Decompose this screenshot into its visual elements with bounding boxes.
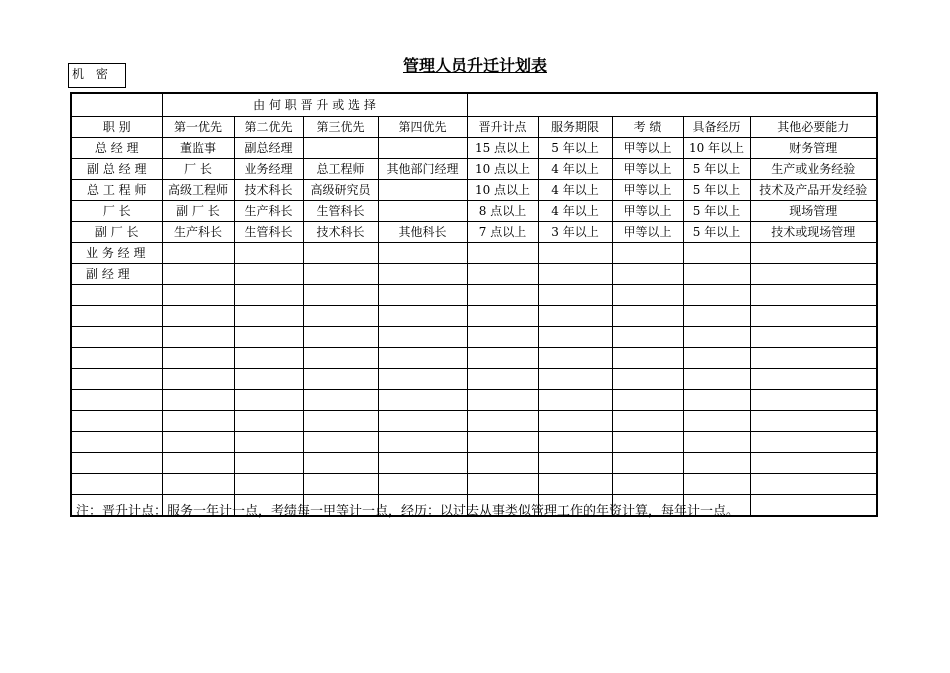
table-cell (378, 327, 467, 348)
table-cell (612, 432, 683, 453)
table-cell: 业务经理 (234, 159, 303, 180)
table-cell (234, 306, 303, 327)
table-cell (162, 474, 234, 495)
table-cell (683, 474, 750, 495)
table-cell (162, 306, 234, 327)
table-row (71, 432, 877, 453)
table-row (71, 369, 877, 390)
table-cell (612, 264, 683, 285)
table-cell (750, 369, 877, 390)
table-cell (234, 264, 303, 285)
table-cell (303, 243, 378, 264)
table-cell (162, 327, 234, 348)
table-cell (683, 264, 750, 285)
table-cell: 副总经理 (234, 138, 303, 159)
table-cell (750, 243, 877, 264)
table-cell (538, 411, 612, 432)
table-cell: 10 点以上 (467, 159, 538, 180)
table-cell (303, 285, 378, 306)
table-cell: 技术或现场管理 (750, 222, 877, 243)
table-cell: 甲等以上 (612, 222, 683, 243)
table-cell (378, 306, 467, 327)
table-cell (71, 474, 162, 495)
table-cell: 厂 长 (162, 159, 234, 180)
table-row (71, 306, 877, 327)
table-cell (538, 453, 612, 474)
table-cell (378, 390, 467, 411)
table-cell: 现场管理 (750, 201, 877, 222)
table-cell (683, 348, 750, 369)
table-cell (612, 327, 683, 348)
table-row (71, 180, 877, 201)
table-cell (538, 306, 612, 327)
table-cell: 5 年以上 (538, 138, 612, 159)
table-cell (683, 390, 750, 411)
table-cell (303, 411, 378, 432)
page-title: 管理人员升迁计划表 (402, 56, 547, 75)
table-cell (683, 327, 750, 348)
table-cell (467, 432, 538, 453)
table-cell (750, 432, 877, 453)
table-cell (683, 285, 750, 306)
table-cell: 生产科长 (162, 222, 234, 243)
table-cell: 甲等以上 (612, 180, 683, 201)
table-cell (234, 348, 303, 369)
table-cell (378, 411, 467, 432)
table-cell: 甲等以上 (612, 138, 683, 159)
table-cell (162, 369, 234, 390)
column-header: 晋升计点 (467, 117, 538, 138)
table-cell: 8 点以上 (467, 201, 538, 222)
table-cell (538, 432, 612, 453)
table-cell (71, 432, 162, 453)
table-cell (683, 243, 750, 264)
table-cell (683, 411, 750, 432)
table-cell: 生产或业务经验 (750, 159, 877, 180)
table-cell (162, 453, 234, 474)
row-position-cell: 总 工 程 师 (71, 180, 162, 201)
table-cell (234, 243, 303, 264)
table-cell (303, 474, 378, 495)
table-cell (71, 411, 162, 432)
row-position-cell: 副 厂 长 (71, 222, 162, 243)
table-cell (612, 411, 683, 432)
header-blank-cell (467, 93, 877, 117)
table-cell: 4 年以上 (538, 180, 612, 201)
column-header: 具备经历 (683, 117, 750, 138)
table-cell (467, 411, 538, 432)
column-header: 第二优先 (234, 117, 303, 138)
table-cell (162, 285, 234, 306)
table-cell (162, 390, 234, 411)
table-cell (538, 264, 612, 285)
table-cell (234, 285, 303, 306)
table-cell (303, 369, 378, 390)
table-cell: 7 点以上 (467, 222, 538, 243)
table-cell (71, 390, 162, 411)
table-cell (612, 306, 683, 327)
table-row (71, 264, 877, 285)
table-row (71, 474, 877, 495)
table-cell (234, 327, 303, 348)
promotion-plan-table (70, 92, 878, 517)
table-cell (303, 306, 378, 327)
table-cell (750, 453, 877, 474)
table-cell (467, 348, 538, 369)
table-cell: 4 年以上 (538, 159, 612, 180)
table-cell: 技术科长 (234, 180, 303, 201)
table-cell (538, 369, 612, 390)
table-cell (234, 369, 303, 390)
confidential-label: 机 密 (68, 63, 126, 88)
table-cell (162, 348, 234, 369)
table-cell: 副 厂 长 (162, 201, 234, 222)
table-row (71, 138, 877, 159)
table-cell (234, 411, 303, 432)
table-cell: 财务管理 (750, 138, 877, 159)
table-cell (234, 474, 303, 495)
table-cell (378, 453, 467, 474)
table-cell: 甲等以上 (612, 201, 683, 222)
column-header: 其他必要能力 (750, 117, 877, 138)
table-cell: 高级工程师 (162, 180, 234, 201)
table-cell (71, 306, 162, 327)
table-cell (378, 285, 467, 306)
table-cell (538, 285, 612, 306)
table-cell: 3 年以上 (538, 222, 612, 243)
table-cell (378, 264, 467, 285)
table-cell: 生管科长 (303, 201, 378, 222)
table-cell (71, 453, 162, 474)
table-cell (467, 369, 538, 390)
table-cell (612, 453, 683, 474)
table-cell (162, 264, 234, 285)
table-cell: 总工程师 (303, 159, 378, 180)
table-cell: 董监事 (162, 138, 234, 159)
table-cell: 5 年以上 (683, 201, 750, 222)
table-cell (612, 390, 683, 411)
table-cell: 10 点以上 (467, 180, 538, 201)
table-cell: 技术科长 (303, 222, 378, 243)
table-row (71, 348, 877, 369)
table-cell: 5 年以上 (683, 180, 750, 201)
header-position: 职 别 (71, 117, 162, 138)
footnote: 注：晋升计点：服务一年计一点，考绩每一甲等计一点，经历：以过去从事类似管理工作的年资计算，每年计一点。 (76, 504, 740, 519)
table-cell (750, 495, 877, 517)
table-cell: 15 点以上 (467, 138, 538, 159)
table-row (71, 222, 877, 243)
table-cell (378, 348, 467, 369)
table-cell (683, 369, 750, 390)
table-cell: 技术及产品开发经验 (750, 180, 877, 201)
table-cell (750, 348, 877, 369)
table-cell (683, 432, 750, 453)
table-row (71, 201, 877, 222)
table-cell (467, 264, 538, 285)
table-cell (378, 432, 467, 453)
row-position-cell: 总 经 理 (71, 138, 162, 159)
table-cell (303, 432, 378, 453)
table-row (71, 453, 877, 474)
table-cell (303, 390, 378, 411)
table-cell (750, 264, 877, 285)
table-row (71, 390, 877, 411)
table-cell (538, 474, 612, 495)
table-cell: 生管科长 (234, 222, 303, 243)
table-cell (378, 201, 467, 222)
table-cell (234, 453, 303, 474)
table-cell (538, 390, 612, 411)
table-row (71, 285, 877, 306)
table-cell (612, 348, 683, 369)
table-cell (683, 306, 750, 327)
table-cell (612, 285, 683, 306)
row-position-cell: 业 务 经 理 (71, 243, 162, 264)
table-cell: 生产科长 (234, 201, 303, 222)
table-cell (467, 243, 538, 264)
table-cell (378, 369, 467, 390)
table-cell (162, 243, 234, 264)
table-cell (538, 348, 612, 369)
table-cell: 高级研究员 (303, 180, 378, 201)
header-row (71, 93, 877, 117)
header-by-position: 由 何 职 晋 升 或 选 择 (162, 93, 467, 117)
table-row (71, 327, 877, 348)
column-header: 考 绩 (612, 117, 683, 138)
table-cell (234, 390, 303, 411)
table-cell (378, 474, 467, 495)
table-cell (303, 264, 378, 285)
table-cell (467, 327, 538, 348)
table-cell (378, 243, 467, 264)
table-cell (538, 327, 612, 348)
column-header: 第三优先 (303, 117, 378, 138)
table-cell (467, 285, 538, 306)
table-cell (750, 327, 877, 348)
table-cell (71, 369, 162, 390)
table-cell (162, 432, 234, 453)
table-cell (162, 411, 234, 432)
table-cell (378, 180, 467, 201)
table-cell (467, 453, 538, 474)
table-cell (750, 390, 877, 411)
table-cell: 甲等以上 (612, 159, 683, 180)
table-row (71, 159, 877, 180)
column-header: 服务期限 (538, 117, 612, 138)
table-cell (683, 453, 750, 474)
table-cell (612, 243, 683, 264)
table-cell (303, 327, 378, 348)
table-cell (303, 453, 378, 474)
row-position-cell: 厂 长 (71, 201, 162, 222)
table-cell: 其他科长 (378, 222, 467, 243)
table-cell: 10 年以上 (683, 138, 750, 159)
table-cell (612, 369, 683, 390)
table-cell (467, 474, 538, 495)
column-header: 第一优先 (162, 117, 234, 138)
row-position-cell: 副 总 经 理 (71, 159, 162, 180)
header-blank-cell (71, 93, 162, 117)
table-cell (71, 327, 162, 348)
table-cell (750, 411, 877, 432)
table-cell (612, 474, 683, 495)
header-row (71, 117, 877, 138)
table-cell (750, 474, 877, 495)
table-row (71, 243, 877, 264)
table-cell (750, 285, 877, 306)
table-cell (750, 306, 877, 327)
table-cell (467, 390, 538, 411)
table-cell: 5 年以上 (683, 159, 750, 180)
table-cell: 4 年以上 (538, 201, 612, 222)
table-cell: 5 年以上 (683, 222, 750, 243)
column-header: 第四优先 (378, 117, 467, 138)
table-cell (303, 138, 378, 159)
table-cell (71, 348, 162, 369)
table-cell (234, 432, 303, 453)
row-position-cell: 副 经 理 (71, 264, 162, 285)
table-cell (303, 348, 378, 369)
table-cell (378, 138, 467, 159)
table-cell: 其他部门经理 (378, 159, 467, 180)
table-cell (538, 243, 612, 264)
table-row (71, 411, 877, 432)
table-cell (467, 306, 538, 327)
table-cell (71, 285, 162, 306)
